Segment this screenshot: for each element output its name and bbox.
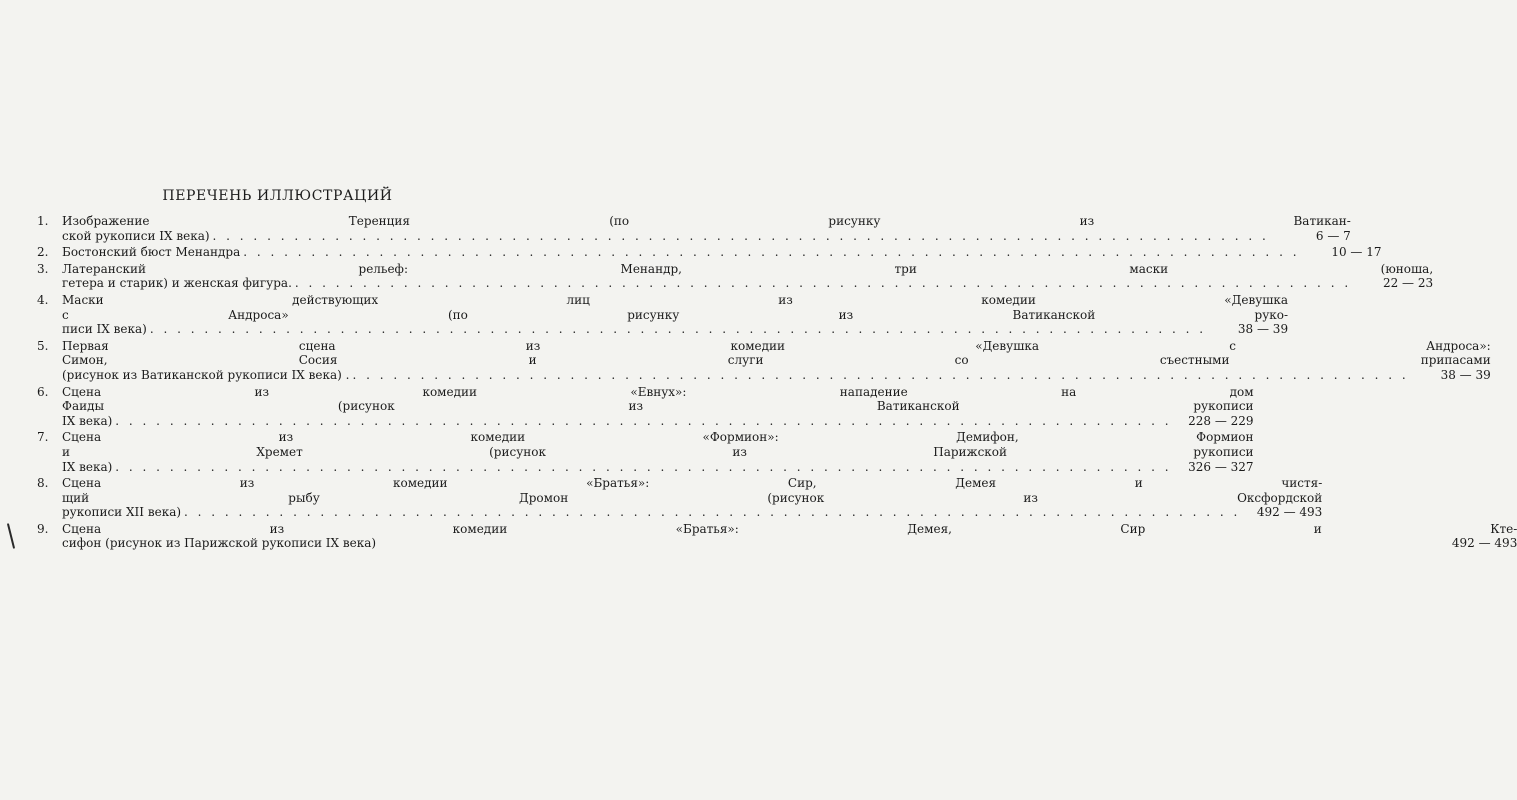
dot-leader [112,414,1171,429]
item-text-line: Латеранский рельеф: Менандр, три маски (юноша, [62,261,1434,276]
item-number: 3. [37,261,49,276]
item-text-line: Сцена из комедии «Братья»: Сир, Демея и чистя- [62,476,1323,491]
item-number: 7. [37,430,49,445]
page-range: 492 — 493 [1256,505,1323,520]
item-text-line: (рисунок из Ватиканской рукописи IX века) . [62,367,350,382]
item-number: 6. [37,384,49,399]
dot-leader [112,460,1171,475]
item-body [62,476,1322,520]
item-number: 1. [37,214,49,228]
item-last-line [62,276,1433,291]
dot-leader [210,229,1269,244]
dot-leader [147,322,1206,337]
list-item [37,384,1254,429]
item-text-line: Изображение Теренция (по рисунку из Ватикан- [62,214,1351,228]
page-range: 38 — 39 [1440,367,1491,382]
list-item [37,245,1382,260]
item-number: 2. [37,245,49,260]
dot-leader [292,276,1351,291]
list-item [37,261,1434,291]
item-text-line: Маски действующих лиц из комедии «Девушка [62,292,1289,307]
item-last-line [62,505,1322,520]
page-range: 38 — 39 [1237,322,1289,337]
item-body [62,262,1433,291]
item-text-line: Сцена из комедии «Евнух»: нападение на дом [62,384,1254,399]
item-last-line [62,460,1254,475]
item-text-line: писи IX века) [62,322,147,337]
list-item [37,476,1323,520]
item-body [62,385,1254,429]
item-text-line: Бостонский бюст Менандра [62,245,241,260]
item-body [62,245,1382,260]
page-title: ПЕРЕЧЕНЬ ИЛЛЮСТРАЦИЙ [162,188,393,204]
item-body [62,522,1517,551]
list-item [37,292,1289,337]
item-body [62,339,1491,383]
item-text-line: щий рыбу Дромон (рисунок из Оксфордской [62,490,1323,505]
item-body [62,293,1288,337]
item-text-line: с Андроса» (по рисунку из Ватиканской руко- [62,307,1289,322]
dot-leader [349,368,1408,383]
page-range: 492 — 493 [1451,536,1517,551]
page-range: 22 — 23 [1382,276,1434,291]
item-number: 8. [37,476,49,491]
dot-leader [240,245,1299,260]
page-range: 326 — 327 [1188,459,1254,474]
item-body [62,214,1351,243]
item-body [62,430,1254,474]
item-text-line: Сцена из комедии «Формион»: Демифон, Формион [62,430,1254,445]
illustration-list [37,214,1517,553]
list-item [37,430,1254,474]
list-item [37,338,1491,383]
page-range: 6 — 7 [1315,228,1351,243]
item-text-line: Первая сцена из комедии «Девушка с Андроса»: [62,338,1491,353]
item-text-line: гетера и старик) и женская фигура. [62,276,292,291]
list-item [37,521,1517,551]
item-last-line [62,229,1351,244]
item-text-line: Симон, Сосия и слуги со съестными припасами [62,353,1491,368]
item-text-line: Фаиды (рисунок из Ватиканской рукописи [62,399,1254,414]
item-text-line: IX века) [62,413,113,428]
item-text-line: IX века) [62,459,113,474]
item-text-line: рукописи XII века) [62,505,182,520]
item-text-line: ской рукописи IX века) [62,228,210,243]
item-last-line [62,322,1288,337]
item-text-line: сифон (рисунок из Парижской рукописи IX века) [62,536,377,551]
item-number: 4. [37,292,49,307]
item-last-line [62,536,1517,551]
list-item [37,214,1351,243]
margin-mark [7,523,15,549]
page-range: 10 — 17 [1331,245,1382,260]
item-number: 5. [37,338,49,353]
item-last-line [62,245,1382,260]
page-range: 228 — 229 [1188,413,1254,428]
item-text-line: и Хремет (рисунок из Парижской рукописи [62,444,1254,459]
item-last-line [62,368,1491,383]
item-text-line: Сцена из комедии «Братья»: Демея, Сир и Ктe- [62,521,1517,536]
dot-leader [181,505,1240,520]
item-number: 9. [37,521,49,536]
item-last-line [62,414,1254,429]
